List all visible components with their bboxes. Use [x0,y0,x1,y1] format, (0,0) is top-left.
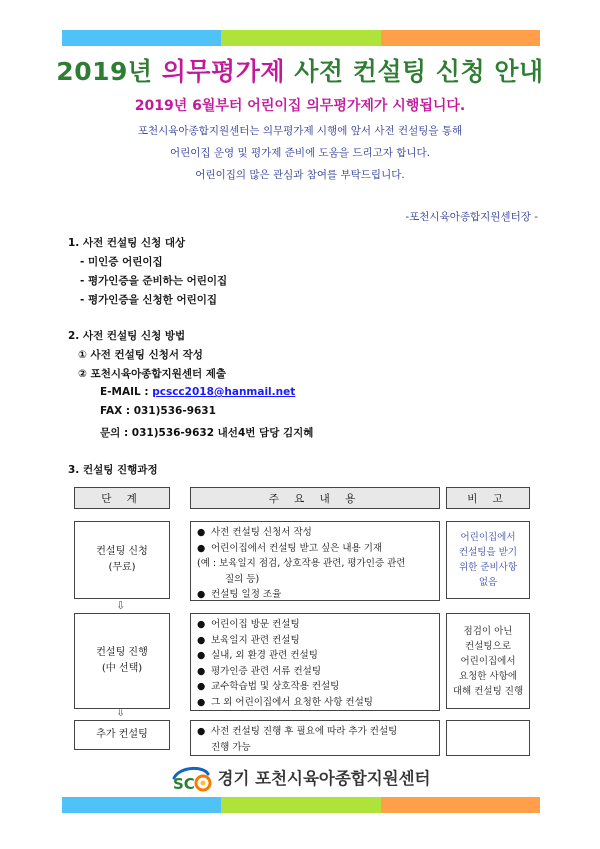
note-progress: 점검이 아닌 컨설팅으로 어린이집에서 요청한 사항에 대해 컨설팅 진행 [446,613,530,709]
target-item-1: - 미인증 어린이집 [80,256,163,268]
list-item-continuation: 진행 가능 [211,741,251,753]
footer [0,762,600,792]
content-additional [190,720,440,756]
header-content: 주 요 내 용 [190,487,440,509]
stage-apply-sub: (무료) [108,562,136,573]
target-item-3: - 평가인증을 신청한 어린이집 [80,294,218,306]
title-rest: 사전 컨설팅 신청 안내 [294,57,544,86]
stage-progress-sub: (中 선택) [101,663,143,674]
email-label: E-MAIL : [100,386,149,398]
stage-progress [74,613,170,709]
example-line: (예 : 보육일지 점검, 상호작용 관련, 평가인증 관련 [197,558,406,570]
title-year: 2019년 [56,57,153,86]
content-apply [190,521,440,601]
page-title [0,52,600,88]
email-row [100,386,295,398]
intro-line-3: 어린이집의 많은 관심과 참여를 부탁드립니다. [195,169,405,181]
target-item-2: - 평가인증을 준비하는 어린이집 [80,275,228,287]
bottom-color-bar [62,797,540,813]
list-item: ● 컨설팅 일정 조율 [197,589,282,601]
svg-text:SC: SC [172,775,195,792]
list-item: ● 그 외 어린이집에서 요청한 사항 컨설팅 [197,696,373,708]
method-step-1: ① 사전 컨설팅 신청서 작성 [78,349,203,361]
signature: -포천시육아종합지원센터장 - [405,211,538,223]
note-additional [446,720,530,756]
stage-apply-label: 컨설팅 신청 [96,546,148,557]
intro-line-2: 어린이집 운영 및 평가제 준비에 도움을 드리고자 합니다. [170,147,430,159]
org-logo-icon [170,762,212,792]
title-highlight: 의무평가제 [161,57,286,86]
list-item: ● 어린이집 방문 컨설팅 [197,619,300,630]
method-step-2: ② 포천시육아종합지원센터 제출 [78,368,227,380]
color-bar-green-segment [221,30,380,46]
list-item: ● 사전 컨설팅 진행 후 필요에 따라 추가 컨설팅 [197,726,398,737]
stage-apply [74,521,170,599]
header-note: 비 고 [446,487,530,509]
org-name: 경기 포천시육아종합지원센터 [217,769,431,788]
color-bar-blue-segment [62,797,221,813]
fax-line: FAX : 031)536-9631 [100,405,216,417]
contact-line: 문의 : 031)536-9632 내선4번 담당 김지혜 [100,427,314,439]
top-color-bar [62,30,540,46]
list-item: ● 어린이집에서 컨설팅 받고 싶은 내용 기재 [197,542,383,554]
email-link[interactable]: pcscc2018@hanmail.net [152,386,296,398]
note-apply: 어린이집에서 컨설팅을 받기 위한 준비사항 없음 [446,521,530,599]
content-progress [190,613,440,711]
stage-additional [74,720,170,750]
stage-additional-label: 추가 컨설팅 [96,729,148,740]
down-arrow-icon: ⇩ [116,599,126,612]
list-item: ● 평가인증 관련 서류 컨설팅 [197,665,322,677]
section3-heading: 3. 컨설팅 진행과정 [68,464,158,476]
list-item: ● 교수학습법 및 상호작용 컨설팅 [197,681,340,693]
list-item: ● 보육일지 관련 컨설팅 [197,634,300,646]
color-bar-green-segment [221,797,380,813]
color-bar-orange-segment [381,797,540,813]
header-stage: 단 계 [74,487,170,509]
stage-progress-label: 컨설팅 진행 [96,647,148,658]
list-item: ● 실내, 외 환경 관련 컨설팅 [197,650,318,662]
color-bar-blue-segment [62,30,221,46]
section1-heading: 1. 사전 컨설팅 신청 대상 [68,237,186,249]
section2-heading: 2. 사전 컨설팅 신청 방법 [68,330,186,342]
intro-line-1: 포천시육아종합지원센터는 의무평가제 시행에 앞서 사전 컨설팅을 통해 [137,125,463,137]
down-arrow-icon: ⇩ [116,706,126,719]
headline: 2019년 6월부터 어린이집 의무평가제가 시행됩니다. [134,98,466,114]
example-line-cont: 질의 등) [225,573,260,585]
color-bar-orange-segment [381,30,540,46]
list-item: ● 사전 컨설팅 신청서 작성 [197,527,312,538]
